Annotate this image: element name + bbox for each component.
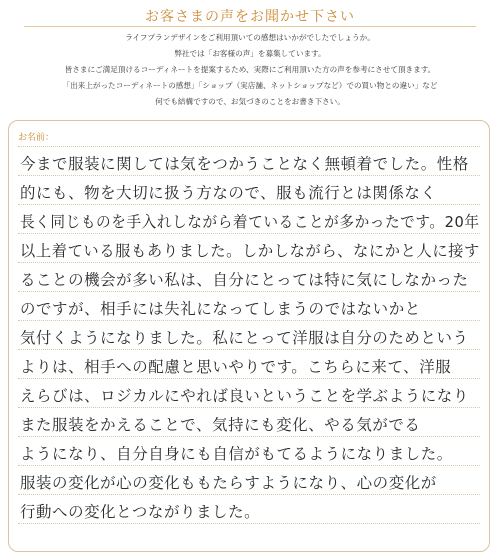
handwritten-line: よりは、相手への配慮と思いやりです。こちらに来て、洋服 xyxy=(20,358,452,376)
handwritten-line: ることの機会が多い私は、自分にとっては特に気にしなかった xyxy=(20,271,469,289)
handwritten-line: ようになり、自分自身にも自信がもてるようになりました。 xyxy=(20,445,453,463)
handwritten-line: のですが、相手には失礼になってしまうのではないかと xyxy=(20,300,421,318)
ruled-line xyxy=(18,494,480,495)
page-title: お客さまの声をお聞かせ下さい xyxy=(145,9,355,25)
ruled-line xyxy=(18,407,480,408)
form-header xyxy=(0,0,500,118)
intro-text xyxy=(0,30,500,110)
intro-line: ライフプランデザインをご利用頂いての感想はいかがでしたでしょうか。 xyxy=(125,33,375,42)
intro-line: 「出来上がったコーディネートの感想」「ショップ（実店舗、ネットショップなど）での買い物との違い」など xyxy=(62,81,438,90)
intro-line: 何でも結構ですので、お気づきのことをお書き下さい。 xyxy=(155,97,345,106)
handwritten-line: 服装の変化が心の変化ももたらすようになり、心の変化が xyxy=(20,474,437,492)
ruled-line xyxy=(18,349,480,350)
ruled-line xyxy=(18,378,480,379)
name-label: お名前： xyxy=(18,133,55,143)
handwritten-line: 以上着ている服もありました。しかしながら、なにかと人に接す xyxy=(20,242,480,260)
handwritten-line: 行動への変化とつながりました。 xyxy=(20,503,261,521)
handwritten-line: 今まで服装に関しては気をつかうことなく無頓着でした。性格 xyxy=(20,155,469,173)
handwritten-line: また服装をかえることで、気持にも変化、やる気がでる xyxy=(20,416,421,434)
ruled-line xyxy=(18,175,480,176)
ruled-line xyxy=(18,262,480,263)
ruled-line xyxy=(18,436,480,437)
handwritten-line: 的にも、物を大切に扱う方なので、服も流行とは関係なく xyxy=(20,184,437,202)
handwritten-line: 気付くようになりました。私にとって洋服は自分のためという xyxy=(20,329,469,347)
ruled-line xyxy=(18,233,480,234)
ruled-line xyxy=(18,146,480,147)
handwritten-line: 長く同じものを手入れしながら着ていることが多かったです。20年 xyxy=(20,213,480,231)
title-divider xyxy=(24,26,476,27)
intro-line: 弊社では「お客様の声」を募集しています。 xyxy=(174,49,326,58)
ruled-line xyxy=(18,465,480,466)
ruled-line xyxy=(18,320,480,321)
intro-line: 皆さまにご満足頂けるコーディネートを提案するため、実際にご利用頂いた方の声を参考にさせて頂きます。 xyxy=(64,65,436,74)
handwritten-line: えらびは、ロジカルにやれば良いということを学ぶようになり xyxy=(20,387,469,405)
ruled-line xyxy=(18,523,480,524)
ruled-line xyxy=(18,291,480,292)
ruled-line xyxy=(18,204,480,205)
